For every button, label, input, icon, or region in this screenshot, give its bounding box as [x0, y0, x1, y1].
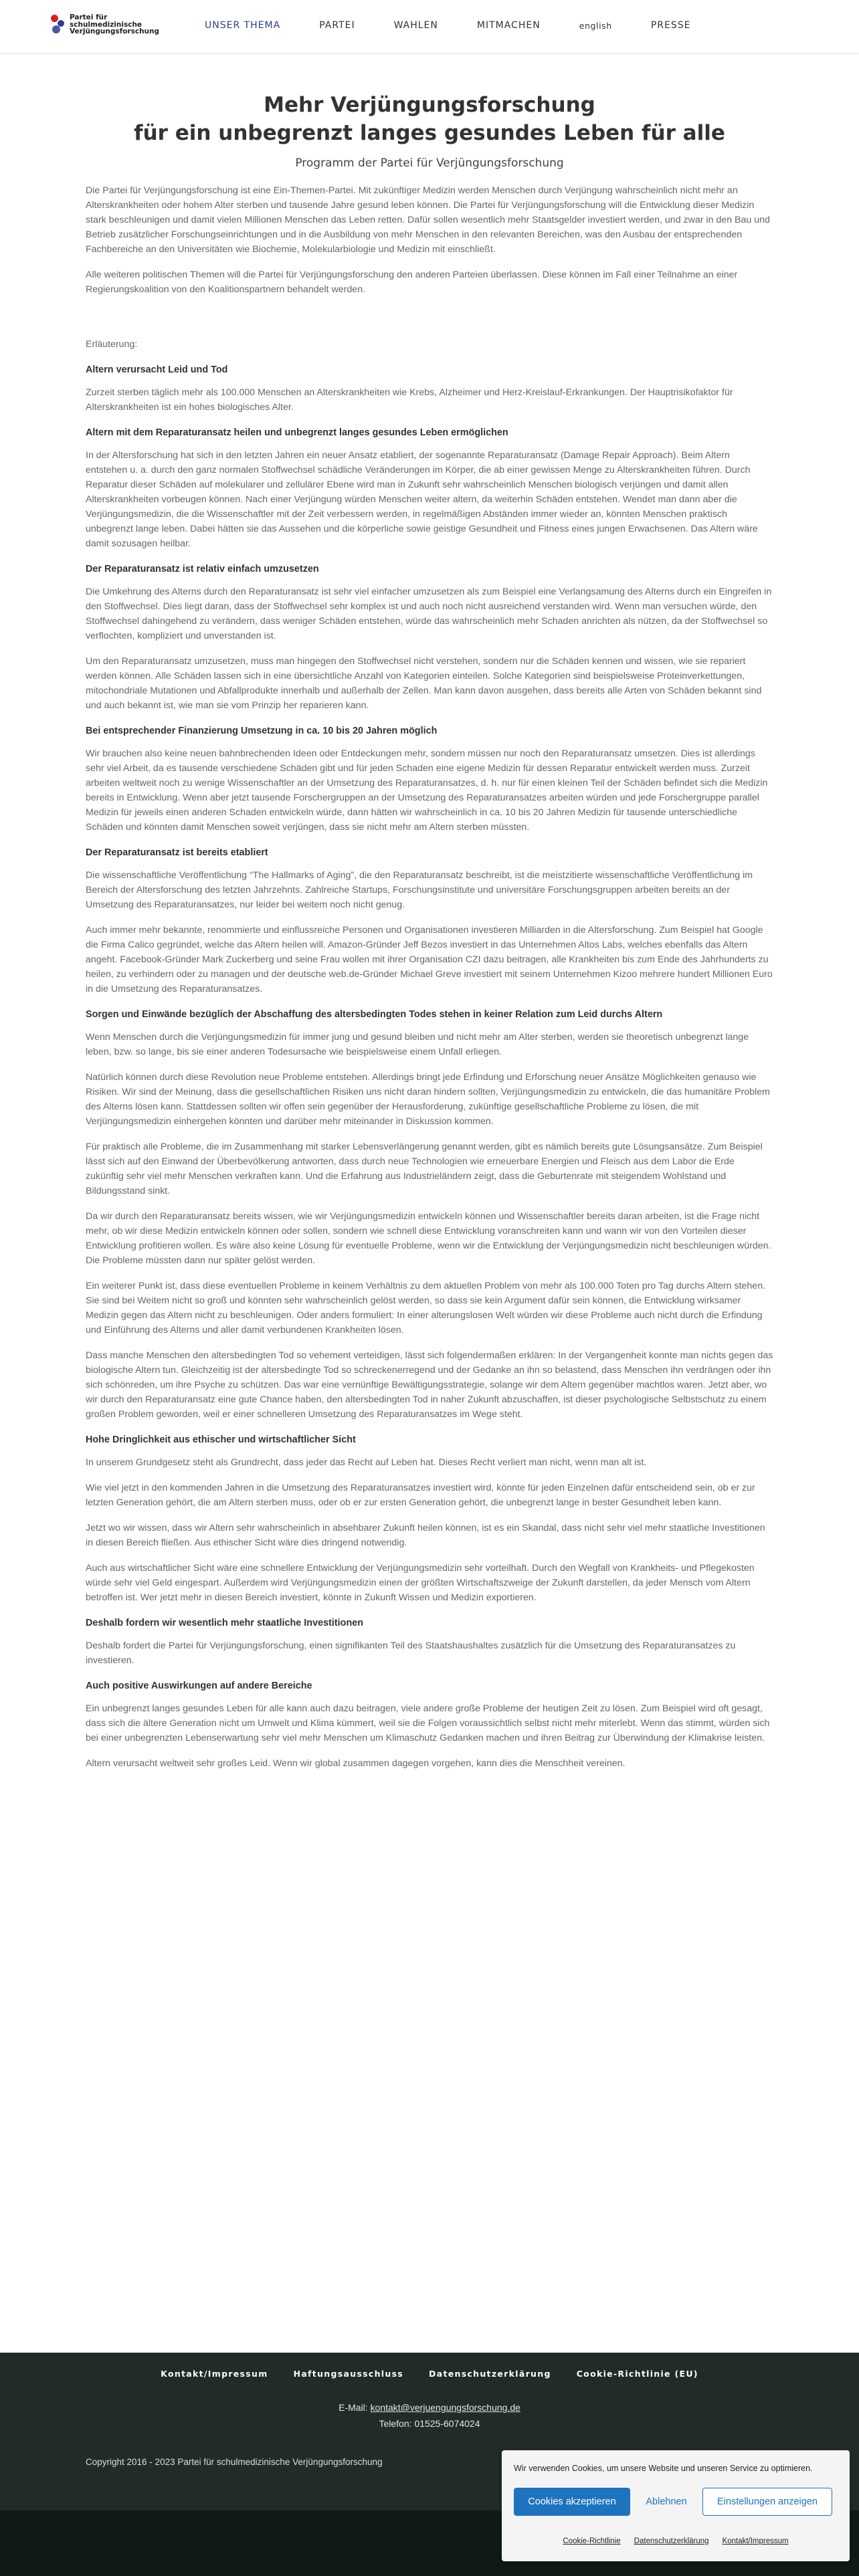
email-prefix: E-Mail: [339, 2402, 371, 2413]
logo-text [70, 14, 159, 35]
accept-cookies-button[interactable]: Cookies akzeptieren [514, 2488, 630, 2516]
spacer [86, 308, 773, 337]
section-paragraph: Deshalb fordert die Partei für Verjüngungsforschung, einen signifikanten Teil des Staatshaushaltes zusätzlich für die Umsetzung des Reparaturansatzes zu investieren. [86, 1640, 736, 1666]
cookie-link-datenschutz[interactable]: Datenschutzerklärung [634, 2537, 709, 2545]
nav-item-mitmachen[interactable]: MITMACHEN [476, 20, 541, 31]
logo-mark-icon [50, 13, 66, 36]
page-title-line-2: für ein unbegrenzt langes gesundes Leben für alle [134, 121, 725, 145]
main-nav [205, 19, 729, 32]
copyright: Copyright 2016 - 2023 Partei für schulmedizinische Verjüngungsforschung [86, 2457, 383, 2467]
section-paragraph: Um den Reparaturansatz umzusetzen, muss man hingegen den Stoffwechsel nicht verstehen, sondern nur die Schäden kennen und wissen, wie sie repariert werden können. Alle Schäden lassen sich in eine übersichtliche Anzahl von Kategorien einteilen. Solche Kategorien sind beispielsweise Proteinverkettungen, mitochondriale Mutationen und Abfallprodukte innerhalb und außerhalb der Zellen. Man kann davon ausgehen, dass bereits alle Arten von Schäden bekannt sind und auch bekannt ist, wie man sie vom Prinzip her reparieren kann. [86, 656, 762, 711]
cookie-preferences-button[interactable]: Einstellungen anzeigen [702, 2488, 832, 2516]
section-paragraph: Ein weiterer Punkt ist, dass diese eventuellen Probleme in keinem Verhältnis zu dem aktuellen Problem von mehr als 100.000 Toten pro Tag durchs Altern stehen. Sie sind bei Weitem nicht so groß und könnten sehr wahrscheinlich gelöst werden, so dass sie kein Argument dafür sein können, die Entwicklung wirksamer Medizin gegen das Altern nicht zu beschleunigen. Oder anders formuliert: In einer alterungslosen Welt würden wir diese Probleme auch nicht durch die Erfindung und Einführung des Alterns und aller damit verbundenen Krankheiten lösen. [86, 1281, 766, 1335]
section-paragraph: Wenn Menschen durch die Verjüngungsmedizin für immer jung und gesund bleiben und nicht mehr am Alter sterben, werden sie theoretisch unbegrenzt lange leben, bzw. so lange, bis sie einer anderen Todesursache wie beispielsweise einem Unfall erliegen. [86, 1032, 749, 1057]
nav-item-presse[interactable]: PRESSE [650, 20, 691, 31]
sections [86, 362, 773, 1771]
site-header [0, 0, 859, 53]
page-subtitle: Programm der Partei für Verjüngungsforschung [295, 156, 564, 170]
nav-item-wahlen[interactable]: WAHLEN [393, 20, 438, 31]
footer-link-cookie-richtlinie[interactable]: Cookie-Richtlinie (EU) [576, 2369, 698, 2379]
section-paragraph: Da wir durch den Reparaturansatz bereits wissen, wie wir Verjüngungsmedizin entwickeln können und Wissenschaftler bereits daran arbeiten, ist die Frage nicht mehr, ob wir diese Medizin entwickeln können oder sollen, sondern wie schnell diese Entwicklung voranschreiten kann und wann wir von den Vorteilen dieser Entwicklung profitieren wollen. Es wäre also keine Lösung für eventuelle Probleme, wenn wir die Entwicklung der Verjüngungsmedizin nicht beschleunigen würden. Die Probleme müssten dann nur später gelöst werden. [86, 1211, 771, 1266]
footer-link-haftungsausschluss[interactable]: Haftungsausschluss [293, 2369, 404, 2379]
footer-link-datenschutz[interactable]: Datenschutzerklärung [429, 2369, 551, 2379]
nav-item-partei[interactable]: PARTEI [319, 20, 355, 31]
intro-paragraph: Alle weiteren politischen Themen will die Partei für Verjüngungsforschung den anderen Parteien überlassen. Diese können im Fall einer Teilnahme an einer Regierungskoalition von den Koalitionspartnern behandelt werden. [86, 270, 738, 295]
main-content [86, 53, 773, 1782]
cookie-banner [502, 2450, 850, 2561]
intro-paragraph: Die Partei für Verjüngungsforschung ist eine Ein-Themen-Partei. Mit zukünftiger Medizin werden Menschen durch Verjüngung wahrscheinlich nicht mehr an Alterskrankheiten oder hohem Alter sterben und tausende Jahre gesund leben können. Die Partei für Verjüngungsforschung will die Entwicklung dieser Medizin stark beschleunigen und damit vielen Millionen Menschen das Leben retten. Dafür sollen wesentlich mehr Staatsgelder investiert werden, und zwar in den Bau und Betrieb zusätzlicher Forschungseinrichtungen und in die Ausbildung von mehr Menschen in den relevanten Bereichen, was den Ausbau der entsprechenden Fachbereiche an den Universitäten wie Biochemie, Molekularbiologie und Medizin mit einschließt. [86, 185, 770, 255]
section-heading: Der Reparaturansatz ist bereits etabliert [86, 847, 268, 858]
nav-item-unser-thema[interactable]: UNSER THEMA [205, 20, 281, 31]
section-heading: Auch positive Auswirkungen auf andere Bereiche [86, 1681, 312, 1691]
section-heading: Bei entsprechender Finanzierung Umsetzung in ca. 10 bis 20 Jahren möglich [86, 726, 438, 736]
section-paragraph: Dass manche Menschen den altersbedingten Tod so vehement verteidigen, lässt sich folgendermaßen erklären: In der Vergangenheit konnte man nichts gegen das biologische Altern tun. Gleichzeitig ist der altersbedingte Tod so schreckenerregend und der Gedanke an ihn so belastend, dass Menschen ihn verdrängen oder ihn sich schönreden, um ihre Psyche zu schützen. Das war eine vernünftige Bewältigungsstrategie, solange wir dem Altern gegenüber machtlos waren. Jetzt aber, wo wir durch den Reparaturansatz eine gute Chance haben, den altersbedingten Tod in naher Zukunft abzuschaffen, ist dieser psychologische Selbstschutz zu einem großen Problem geworden, weil er einer schnelleren Umsetzung des Reparaturansatzes im Wege steht. [86, 1350, 773, 1420]
cookie-link-impressum[interactable]: Kontakt/Impressum [722, 2537, 789, 2545]
section-paragraph: Altern verursacht weltweit sehr großes Leid. Wenn wir global zusammen dagegen vorgehen, kann dies die Menschheit vereinen. [86, 1758, 626, 1769]
section-paragraph: Auch immer mehr bekannte, renommierte und einflussreiche Personen und Organisationen investieren Milliarden in die Altersforschung. Zum Beispiel hat Google die Firma Calico gegründet, welche das Altern heilen will. Amazon-Gründer Jeff Bezos investiert in das Unternehmen Altos Labs, welches ebenfalls das Altern angeht. Facebook-Gründer Mark Zuckerberg und seine Frau wollen mit ihrer Organisation CZI dazu beitragen, alle Krankheiten bis zum Ende des Jahrhunderts zu heilen, zu verhindern oder zu managen und der deutsche web.de-Gründer Michael Greve investiert mit seinem Unternehmen Kizoo mehrere hundert Millionen Euro in die Umsetzung des Reparaturansatzes. [86, 925, 773, 994]
section-paragraph: Die Umkehrung des Alterns durch den Reparaturansatz ist sehr viel einfacher umzusetzen als zum Beispiel eine Verlangsamung des Alterns durch ein Eingreifen in den Stoffwechsel. Dies liegt daran, dass der Stoffwechsel sehr komplex ist und auch noch nicht ausreichend verstanden wird. Wenn man versuchen würde, den Stoffwechsel dahingehend zu verändern, dass weniger Schäden entstehen, würde das wahrscheinlich mehr Schaden anrichten als nützen, da der Stoffwechsel so verflochten, kompliziert und unverstanden ist. [86, 586, 772, 641]
cookie-text: Wir verwenden Cookies, um unsere Website und unseren Service zu optimieren. [514, 2464, 813, 2473]
section-paragraph: Jetzt wo wir wissen, dass wir Altern sehr wahrscheinlich in absehbarer Zukunft heilen können, ist es ein Skandal, dass nicht sehr viel mehr staatliche Investitionen in diesen Bereich fließen. Aus ethischer Sicht wäre dies dringend notwendig. [86, 1523, 765, 1548]
cookie-buttons [514, 2488, 842, 2516]
explanation-label: Erläuterung: [86, 339, 138, 350]
footer-email [0, 2402, 859, 2413]
section-heading: Altern mit dem Reparaturansatz heilen und unbegrenzt langes gesundes Leben ermöglichen [86, 427, 508, 438]
site-logo[interactable] [50, 13, 159, 36]
logo-line: schulmedizinische [70, 20, 142, 29]
section-paragraph: Wie viel jetzt in den kommenden Jahren in die Umsetzung des Reparaturansatzes investiert wird, könnte für jeden Einzelnen dafür entscheidend sein, ob er zur letzten Generation gehört, die am Altern sterben muss, oder ob er zur ersten Generation gehört, die unbegrenzt lange in bester Gesundheit leben kann. [86, 1483, 755, 1508]
footer-links [0, 2369, 859, 2379]
section-paragraph: Wir brauchen also keine neuen bahnbrechenden Ideen oder Entdeckungen mehr, sondern müssen nur noch den Reparaturansatz umsetzen. Dies ist allerdings sehr viel Arbeit, da es tausende verschiedene Schäden gibt und für jeden Schaden eine eigene Medizin für dessen Reparatur entwickelt werden muss. Zurzeit arbeiten weltweit noch zu wenige Wissenschaftler an der Umsetzung des Reparaturansatzes, d. h. nur für einen kleinen Teil der Schäden befindet sich die Medizin bereits in Entwicklung. Wenn aber jetzt tausende Forschergruppen an der Umsetzung des Reparaturansatzes arbeiten würden und jede Forschergruppe parallel Medizin für jeweils einen anderen Schaden entwickeln würde, dann hätten wir wahrscheinlich in ca. 10 bis 20 Jahren Medizin für tausende unterschiedliche Schäden und könnten damit Menschen soweit verjüngen, dass sie nicht mehr am Altern sterben müssten. [86, 748, 768, 833]
section-paragraph: Natürlich können durch diese Revolution neue Probleme entstehen. Allerdings bringt jede Erfindung und Erforschung neuer Ansätze Möglichkeiten genauso wie Risiken. Wir sind der Meinung, dass die gesellschaftlichen Risiken uns nicht daran hindern sollten, Verjüngungsmedizin zu entwickeln, die das humanitäre Problem des Alterns lösen kann. Stattdessen sollten wir offen sein gegenüber der Herausforderung, zukünftige gesellschaftliche Probleme zu lösen, die mit Verjüngungsmedizin einhergehen könnten und darüber mehr miteinander in Diskussion kommen. [86, 1072, 770, 1127]
nav-item-english[interactable]: english [579, 20, 612, 31]
section-heading: Der Reparaturansatz ist relativ einfach umzusetzen [86, 564, 319, 574]
section-heading: Altern verursacht Leid und Tod [86, 364, 228, 375]
section-paragraph: In der Altersforschung hat sich in den letzten Jahren ein neuer Ansatz etabliert, der sogenannte Reparaturansatz (Damage Repair Approach). Beim Altern entstehen u. a. durch den ganz normalen Stoffwechsel schädliche Veränderungen im Körper, die ab einer gewissen Menge zu Alterskrankheiten führen. Durch Reparatur dieser Schäden auf molekularer und zellulärer Ebene wird man in Zukunft sehr wahrscheinlich Menschen biologisch verjüngen und damit allen Alterskrankheiten vorbeugen können. Nach einer Verjüngung würden Menschen weiter altern, da weiterhin Schäden entstehen. Wendet man dann aber die Verjüngungsmedizin, die die Wissenschaftler mit der Zeit verbessern werden, in regelmäßigen Abständen immer wieder an, könnten Menschen praktisch unbegrenzt lange leben. Dabei hätten sie das Aussehen und die körperliche sowie geistige Gesundheit und Fitness eines jungen Erwachsenen. Das Altern wäre damit sozusagen heilbar. [86, 450, 758, 549]
cookie-link-richtlinie[interactable]: Cookie-Richtlinie [563, 2537, 621, 2545]
section-paragraph: In unserem Grundgesetz steht als Grundrecht, dass jeder das Recht auf Leben hat. Dieses Recht verliert man nicht, wenn man alt ist. [86, 1457, 647, 1468]
section-heading: Hohe Dringlichkeit aus ethischer und wirtschaftlicher Sicht [86, 1434, 356, 1445]
email-link[interactable]: kontakt@verjuengungsforschung.de [370, 2402, 520, 2413]
page-title-line-1: Mehr Verjüngungsforschung [264, 93, 595, 117]
section-paragraph: Auch aus wirtschaftlicher Sicht wäre eine schnellere Entwicklung der Verjüngungsmedizin sehr vorteilhaft. Durch den Wegfall von Krankheits- und Pflegekosten würde sehr viel Geld eingespart. Außerdem wird Verjüngungsmedizin einen der größten Wirtschaftszweige der Zukunft darstellen, da jeder Mensch vom Altern betroffen ist. Wer jetzt mehr in diesen Bereich investiert, könnte in Zukunft Wissen und Medizin exportieren. [86, 1563, 755, 1603]
section-paragraph: Für praktisch alle Probleme, die im Zusammenhang mit starker Lebensverlängerung genannt werden, gibt es nämlich bereits gute Lösungsansätze. Zum Beispiel lässt sich auf den Einwand der Überbevölkerung antworten, dass durch neue Technologien wie erneuerbare Energien und Fleisch aus dem Labor die Erde zukünftig sehr viel mehr Menschen verkraften kann. Und die Erfahrung aus Industrieländern zeigt, dass die Geburtenrate mit steigendem Wohlstand und Bildungsstand sinkt. [86, 1142, 763, 1196]
logo-line: Verjüngungsforschung [70, 27, 160, 36]
section-paragraph: Ein unbegrenzt langes gesundes Leben für alle kann auch dazu beitragen, viele andere große Probleme der heutigen Zeit zu lösen. Zum Beispiel wird oft gesagt, dass sich die ältere Generation nicht um Umwelt und Klima kümmert, weil sie die Folgen voraussichtlich selbst nicht mehr miterlebt. Wenn das stimmt, würden sich bei einer unbegrenzten Lebenserwartung sehr viel mehr Menschen um Klimaschutz Gedanken machen und ihren Beitrag zur Überwindung der Klimakrise leisten. [86, 1703, 770, 1743]
deny-cookies-button[interactable]: Ablehnen [640, 2488, 693, 2516]
cookie-links [502, 2537, 850, 2545]
logo-line: Partei für [70, 13, 108, 22]
footer-phone: Telefon: 01525-6074024 [379, 2418, 480, 2429]
footer-link-impressum[interactable]: Kontakt/Impressum [161, 2369, 268, 2379]
section-paragraph: Zurzeit sterben täglich mehr als 100.000 Menschen an Alterskrankheiten wie Krebs, Alzheimer und Herz-Kreislauf-Erkrankungen. Der Hauptrisikofaktor für Alterskrankheiten ist ein hohes biologisches Alter. [86, 387, 733, 413]
section-heading: Sorgen und Einwände bezüglich der Abschaffung des altersbedingten Todes stehen in keiner Relation zum Leid durchs Altern [86, 1009, 663, 1020]
page-title [86, 91, 773, 147]
section-heading: Deshalb fordern wir wesentlich mehr staatliche Investitionen [86, 1618, 364, 1628]
section-paragraph: Die wissenschaftliche Veröffentlichung “The Hallmarks of Aging”, die den Reparaturansatz beschreibt, ist die meistzitierte wissenschaftliche Veröffentlichung im Bereich der Altersforschung des letzten Jahrzehnts. Zahlreiche Startups, Forschungsinstitute und universitäre Forschungsgruppen arbeiten bereits an der Umsetzung des Reparaturansatzes, nur leider bei weitem noch nicht genug. [86, 870, 753, 910]
